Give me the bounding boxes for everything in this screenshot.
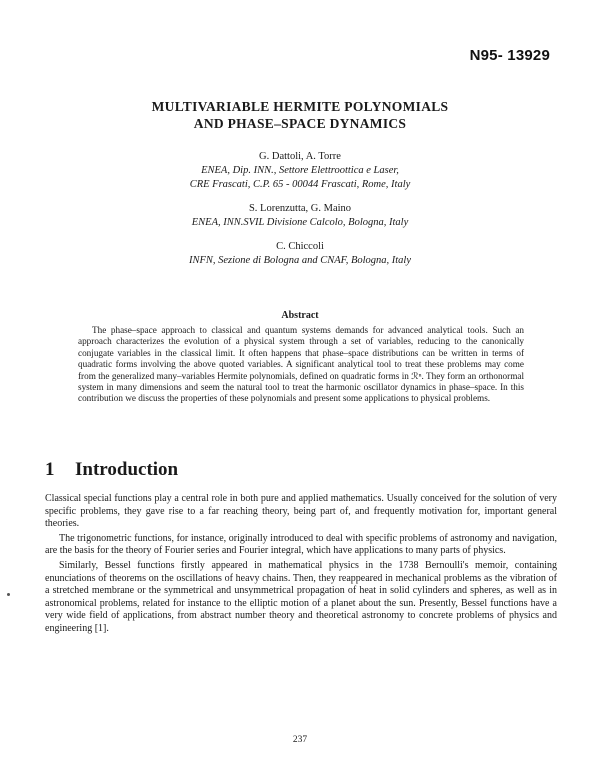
affiliation-line: CRE Frascati, C.P. 65 - 00044 Frascati, Rome, Italy [189, 179, 411, 190]
affiliation-line: ENEA, INN.SVIL Divisione Calcolo, Bologna, Italy [191, 217, 409, 228]
report-number: N95- 13929 [469, 47, 550, 64]
affiliation-line: INFN, Sezione di Bologna and CNAF, Bologna, Italy [188, 255, 412, 266]
author-group-2 [0, 202, 600, 230]
author-group-1 [0, 150, 600, 192]
paragraph: The trigonometric functions, for instance, originally introduced to deal with specific problems of astronomy and navigation, are the basis for the theory of Fourier series and Fourier integral, which have applications to many parts of physics. [45, 532, 557, 557]
author-names: G. Dattoli, A. Torre [259, 151, 341, 162]
section-heading [45, 459, 178, 481]
page-number: 237 [292, 735, 308, 745]
paper-title [0, 98, 600, 132]
abstract-heading: Abstract [281, 310, 319, 321]
author-names: C. Chiccoli [276, 241, 324, 252]
section-title: Introduction [75, 459, 179, 480]
body-text [45, 493, 557, 638]
title-line-2: AND PHASE–SPACE DYNAMICS [193, 116, 407, 131]
authors-block [0, 150, 600, 278]
section-number: 1 [45, 459, 55, 480]
paragraph: Similarly, Bessel functions firstly appeared in mathematical physics in the 1738 Bernoulli's memoir, containing enunciations of theorems on the oscillations of heavy chains. Then, they reappeared in mechanical problems as the vibration of a stretched membrane or the symmetrical and unsymmetrical propagation of heat in solid cylinders and spheres, as well as in astronomical problems, related for instance to the elliptic motion of a planet about the sun. Presently, Bessel functions have a very wide field of applications, from abstract number theory and theoretical astronomy to concrete problems of physics and engineering [1]. [45, 559, 557, 634]
paragraph: Classical special functions play a central role in both pure and applied mathematics. Usually conceived for the solution of very specific problems, they gave rise to a far reaching theory, being part of, and frequently motivation for, important general theories. [45, 493, 557, 530]
margin-speck [7, 593, 10, 596]
author-group-3 [0, 240, 600, 268]
author-names: S. Lorenzutta, G. Maino [248, 203, 352, 214]
affiliation-line: ENEA, Dip. INN., Settore Elettroottica e Laser, [201, 165, 399, 176]
abstract-text: The phase–space approach to classical and quantum systems demands for advanced analytical tools. Such an approach characterizes the evolution of a physical system through a set of variables, reducing to the canonically conjugate variables in the classical limit. It often happens that phase–space distributions can be written in terms of quadratic forms involving the above quoted variables. A significant analytical tool to treat these problems may come from the generalized many–variables Hermite polynomials, defined on quadratic forms in ℛⁿ. They form an orthonormal system in many dimensions and seem the natural tool to treat the harmonic oscillator dynamics in phase–space. In this contribution we discuss the properties of these polynomials and present some applications to physical problems. [78, 325, 524, 404]
title-line-1: MULTIVARIABLE HERMITE POLYNOMIALS [151, 99, 449, 114]
